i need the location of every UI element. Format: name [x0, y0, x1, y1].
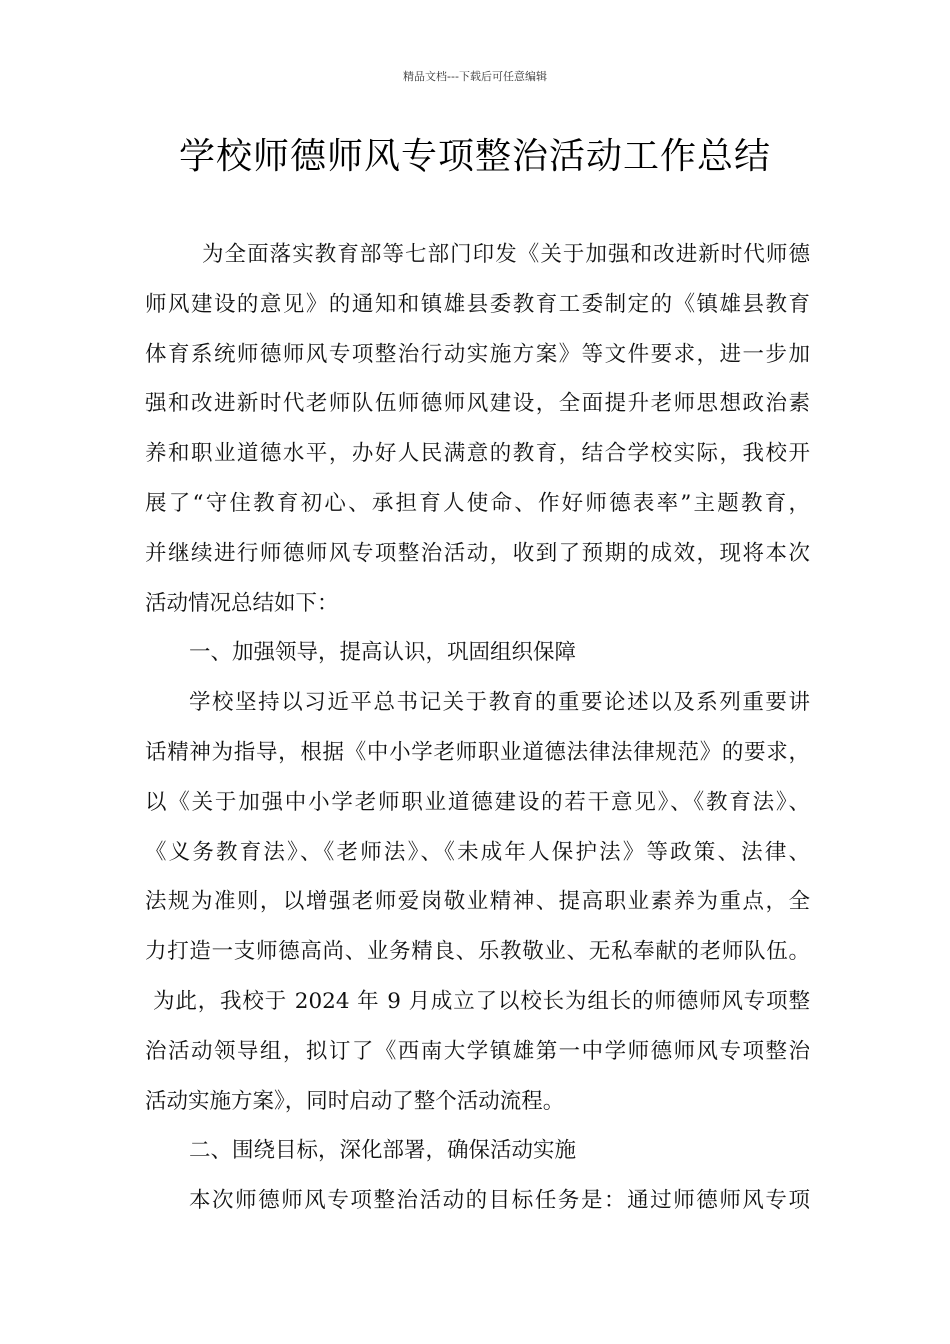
- body-line: 并继续进行师德师风专项整治活动，收到了预期的成效，现将本次: [145, 540, 810, 566]
- body-line: 活动实施方案》，同时启动了整个活动流程。: [145, 1088, 565, 1114]
- body-line: 为全面落实教育部等七部门印发《关于加强和改进新时代师德: [202, 242, 810, 267]
- body-line: 治活动领导组，拟订了《西南大学镇雄第一中学师德师风专项整治: [145, 1038, 810, 1064]
- section-heading-2: 二、围绕目标，深化部署，确保活动实施: [189, 1138, 577, 1164]
- body-line: 本次师德师风专项整治活动的目标任务是：通过师德师风专项: [189, 1188, 810, 1214]
- body-line: 展了“守住教育初心、承担育人使命、作好师德表率”主题教育，: [145, 490, 810, 516]
- body-line: 师风建设的意见》的通知和镇雄县委教育工委制定的《镇雄县教育: [145, 291, 810, 317]
- body-line: 强和改进新时代老师队伍师德师风建设，全面提升老师思想政治素: [145, 391, 810, 417]
- body-line: 为此，我校于 2024 年 9 月成立了以校长为组长的师德师风专项整: [153, 988, 810, 1014]
- body-line: 学校坚持以习近平总书记关于教育的重要论述以及系列重要讲: [189, 690, 810, 716]
- document-title: 学校师德师风专项整治活动工作总结: [178, 136, 771, 177]
- body-line: 以《关于加强中小学老师职业道德建设的若干意见》、《教育法》、: [145, 789, 810, 815]
- body-line: 话精神为指导，根据《中小学老师职业道德法律法律规范》的要求，: [145, 739, 810, 765]
- body-line: 力打造一支师德高尚、业务精良、乐教敬业、无私奉献的老师队伍。: [145, 939, 810, 965]
- section-heading-1: 一、加强领导，提高认识，巩固组织保障: [189, 640, 577, 666]
- body-line: 《义务教育法》、《老师法》、《未成年人保护法》等政策、法律、: [145, 839, 810, 865]
- document-body: [145, 230, 810, 1226]
- document-header-note: 精品文档---下载后可任意编辑: [403, 70, 547, 83]
- body-line: 体育系统师德师风专项整治行动实施方案》等文件要求，进一步加: [145, 341, 810, 367]
- body-line: 法规为准则，以增强老师爱岗敬业精神、提高职业素养为重点，全: [145, 889, 810, 915]
- body-line: 养和职业道德水平，办好人民满意的教育，结合学校实际，我校开: [145, 441, 810, 467]
- body-line: 活动情况总结如下：: [145, 590, 339, 616]
